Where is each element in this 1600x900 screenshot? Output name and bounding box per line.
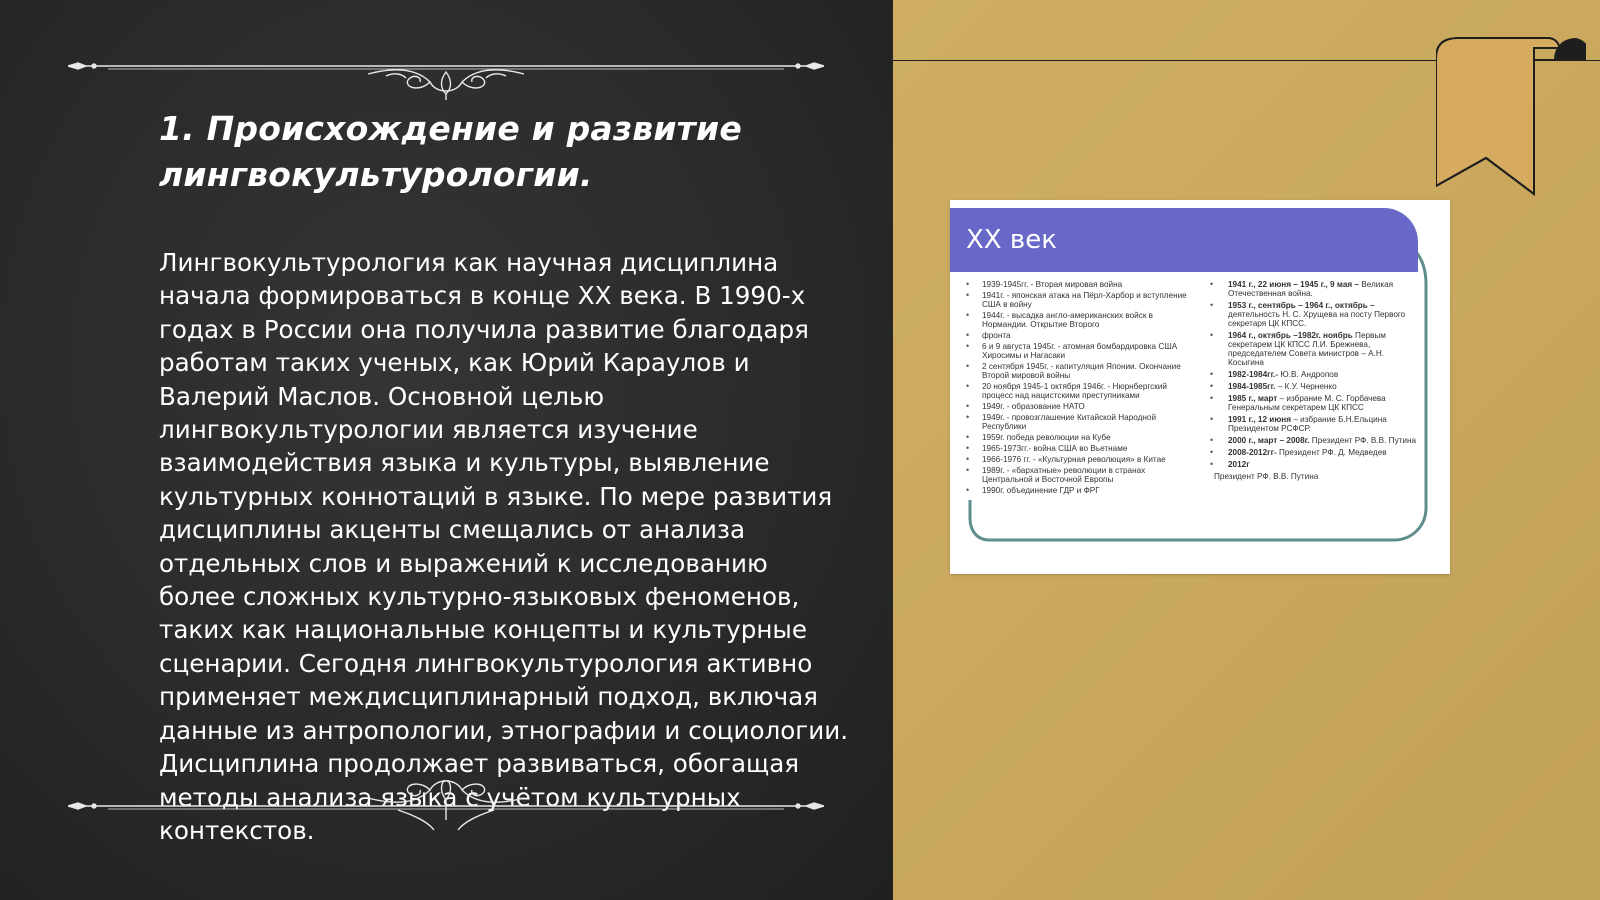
timeline-item-desc: Президент РФ. Д. Медведев: [1276, 448, 1387, 457]
timeline-item-desc: деятельность Н. С. Хрущева на посту Первого секретаря ЦК КПСС.: [1228, 310, 1406, 328]
timeline-item-desc: – К.У. Черненко: [1275, 382, 1337, 391]
bullet-icon: •: [1210, 330, 1214, 340]
right-event-list: [1208, 280, 1418, 484]
timeline-item: [964, 444, 1194, 453]
timeline-item-text: 20 ноября 1945-1 октября 1946г. - Нюрнбергский процесс над нацистскими преступниками: [982, 382, 1168, 400]
image-title-bar: [950, 208, 1418, 272]
timeline-item-text: 1939-1945гг. - Вторая мировая война: [982, 280, 1123, 289]
slide-title: 1. Происхождение и развитие лингвокультурологии.: [159, 109, 742, 194]
timeline-item-text: 6 и 9 августа 1945г. - атомная бомбардировка США Хиросимы и Нагасаки: [982, 342, 1178, 360]
bullet-icon: •: [966, 412, 970, 422]
timeline-item-text: 1941г. - японская атака на Пёрл-Харбор и вступление США в войну: [982, 291, 1187, 309]
timeline-item: [1208, 394, 1418, 412]
timeline-item: [964, 280, 1194, 289]
bullet-icon: •: [966, 443, 970, 453]
timeline-item-desc: Ю.В. Андропов: [1278, 370, 1339, 379]
timeline-item-desc: – избрание Б.Н.Ельцина Президентом РСФСР.: [1228, 415, 1387, 433]
bullet-icon: •: [966, 381, 970, 391]
timeline-item-date: 1982-1984гг.-: [1228, 370, 1279, 379]
bullet-icon: •: [966, 341, 970, 351]
bullet-icon: •: [1210, 435, 1214, 445]
timeline-item-date: 2000 г., март – 2008г.: [1228, 436, 1310, 445]
timeline-item: [964, 402, 1194, 411]
ornament-divider-icon: [68, 780, 824, 836]
left-event-list: [964, 280, 1194, 497]
timeline-item-desc: Великая Отечественная война.: [1228, 280, 1394, 298]
bullet-icon: •: [1210, 393, 1214, 403]
title-underline: [956, 272, 1392, 274]
slide-body-text: Лингвокультурология как научная дисциплина начала формироваться в конце XX века. В 1990-х годах в России она получила развитие благодаря работам таких ученых, как Юрий Караулов и Валерий Маслов. Основной целью лингвокультурологии является изучение взаимодействия языка и культуры, выявление культурных коннотаций в языке. По мере развития дисциплины акценты смещались от анализа отдельных слов и выражений к исследованию более сложных культурно-языковых феноменов, таких как национальные концепты и культурные сценарии. Сегодня лингвокультурология активно применяет междисциплинарный подход, включая данные из антропологии, этнографии и социологии. Дисциплина продолжает развиваться, обогащая методы анализа языка с учётом культурных контекстов.: [159, 248, 849, 845]
ornament-divider-icon: [68, 44, 824, 100]
timeline-item-text: 1966-1976 гг. - «Культурная революция» в Китае: [982, 455, 1166, 464]
bookmark-icon: [1436, 36, 1586, 206]
timeline-image: [950, 200, 1450, 574]
timeline-item-text: [1228, 331, 1386, 367]
timeline-item-text: 2 сентября 1945г. - капитуляция Японии. Окончание Второй мировой войны: [982, 362, 1181, 380]
bullet-icon: •: [966, 465, 970, 475]
timeline-item-date: 2008-2012гг-: [1228, 448, 1277, 457]
timeline-item: [964, 291, 1194, 309]
bullet-icon: •: [966, 361, 970, 371]
timeline-footer: Президент РФ. В.В. Путина: [1214, 472, 1319, 481]
timeline-item: [1208, 382, 1418, 391]
bullet-icon: •: [966, 290, 970, 300]
timeline-item-date: 1964 г., октябрь –1982г. ноябрь: [1228, 331, 1353, 340]
timeline-item: [1208, 460, 1418, 469]
timeline-item-text: [1228, 370, 1338, 379]
timeline-item-desc: Президент РФ. В.В. Путина: [1309, 436, 1417, 445]
bullet-icon: •: [1210, 414, 1214, 424]
bullet-icon: •: [966, 401, 970, 411]
timeline-item-text: [1228, 415, 1387, 433]
bullet-icon: •: [1210, 459, 1214, 469]
image-title: XX век: [966, 225, 1057, 255]
timeline-item: [1208, 448, 1418, 457]
timeline-item-text: 1990г. объединение ГДР и ФРГ: [982, 486, 1100, 495]
timeline-item-text: 1944г. - высадка англо-американских войск в Нормандии. Открытие Второго: [982, 311, 1154, 329]
timeline-item-text: фронта: [982, 331, 1011, 340]
bullet-icon: •: [966, 330, 970, 340]
bullet-icon: •: [966, 454, 970, 464]
timeline-item: [964, 342, 1194, 360]
timeline-item: [964, 466, 1194, 484]
timeline-item-date: 1985 г., март: [1228, 394, 1278, 403]
timeline-item-text: 1949г. - провозглашение Китайской Народной Республики: [982, 413, 1157, 431]
timeline-item: [1208, 370, 1418, 379]
timeline-item-date: 1991 г., 12 июня: [1228, 415, 1292, 424]
timeline-item-date: 1953 г., сентябрь – 1964 г., октябрь –: [1228, 301, 1375, 310]
timeline-item-text: [1228, 280, 1393, 298]
timeline-item-text: [1228, 448, 1387, 457]
timeline-item-text: [1228, 460, 1250, 469]
timeline-item: [964, 362, 1194, 380]
bullet-icon: •: [1210, 369, 1214, 379]
timeline-item-text: 1965-1973гг.- война США во Вьетнаме: [982, 444, 1128, 453]
timeline-item-text: [1228, 394, 1386, 412]
timeline-item-date: 2012г: [1228, 460, 1250, 469]
timeline-item: [964, 382, 1194, 400]
timeline-item: [964, 413, 1194, 431]
timeline-item-text: [1228, 436, 1416, 445]
timeline-item-text: 1989г. - «бархатные» революции в странах Центральной и Восточной Европы: [982, 466, 1146, 484]
timeline-item-desc: Первым секретарем ЦК КПСС Л.И. Брежнева, председателем Совета министров – А.Н. Косыгина: [1228, 331, 1386, 367]
timeline-item: [964, 433, 1194, 442]
timeline-item-text: 1959г. победа революции на Кубе: [982, 433, 1111, 442]
bullet-icon: •: [1210, 447, 1214, 457]
timeline-item: [964, 331, 1194, 340]
bullet-icon: •: [966, 279, 970, 289]
bullet-icon: •: [1210, 300, 1214, 310]
timeline-item-desc: – избрание М. С. Горбачева Генеральным секретарем ЦК КПСС: [1228, 394, 1386, 412]
bullet-icon: •: [966, 485, 970, 495]
timeline-item: [1208, 280, 1418, 298]
timeline-item: [1208, 301, 1418, 328]
timeline-item: [964, 455, 1194, 464]
timeline-item: [1208, 436, 1418, 445]
timeline-item-date: 1941 г., 22 июня – 1945 г., 9 мая –: [1228, 280, 1359, 289]
timeline-item-date: 1984-1985гг.: [1228, 382, 1276, 391]
bullet-icon: •: [966, 432, 970, 442]
timeline-item: [1208, 415, 1418, 433]
bullet-icon: •: [1210, 381, 1214, 391]
timeline-item: [964, 486, 1194, 495]
timeline-item: [964, 311, 1194, 329]
timeline-item-text: [1228, 382, 1337, 391]
timeline-item-text: [1228, 301, 1405, 328]
bullet-icon: •: [966, 310, 970, 320]
bullet-icon: •: [1210, 279, 1214, 289]
timeline-item: [1208, 331, 1418, 367]
timeline-item-text: 1949г. - образование НАТО: [982, 402, 1085, 411]
